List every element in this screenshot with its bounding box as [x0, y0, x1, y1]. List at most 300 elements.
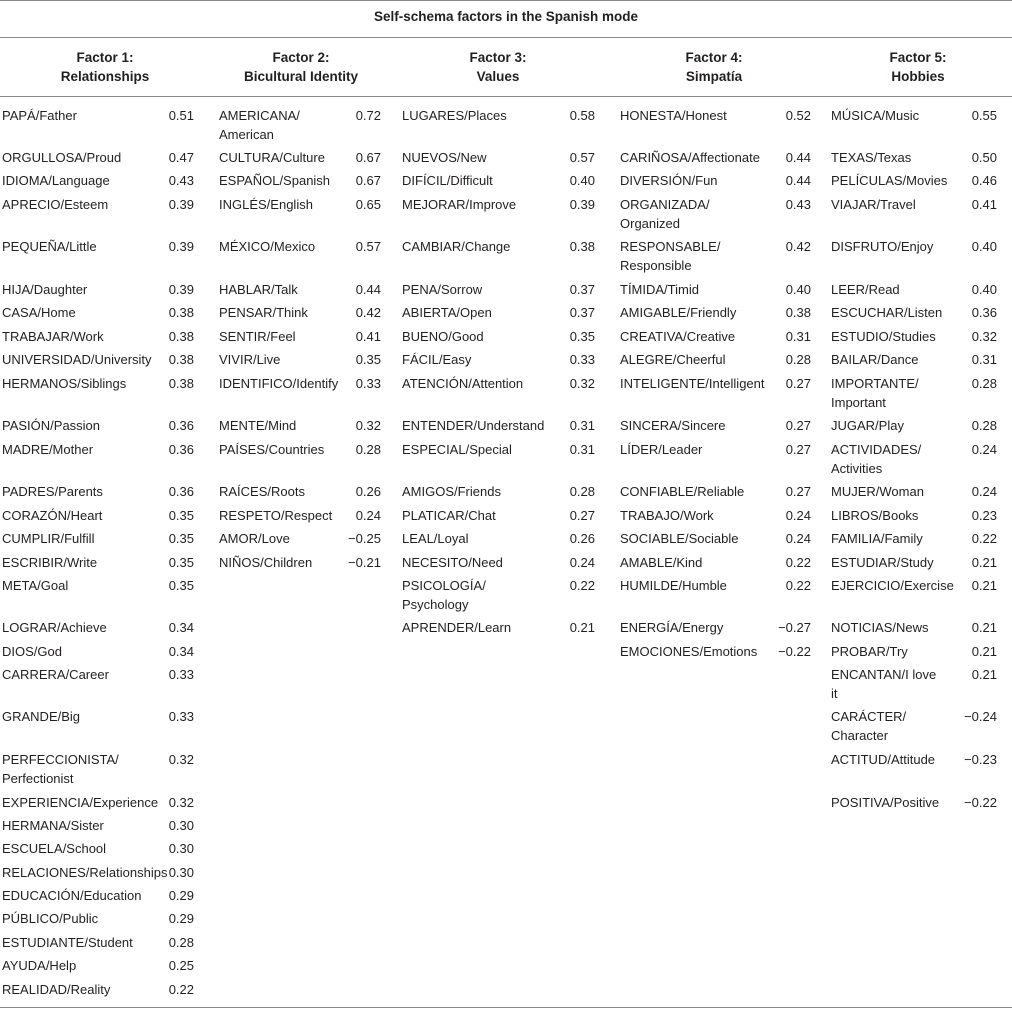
- factor-2-name: Bicultural Identity: [243, 69, 358, 84]
- factor-4-word: [620, 440, 702, 459]
- word-line: LOGRAR/Achieve: [2, 620, 107, 635]
- factor-5-word: [831, 237, 933, 256]
- factor-5-number: Factor 5:: [889, 50, 947, 65]
- factor-1-loading: 0.38: [168, 329, 194, 344]
- factor-2-word: [219, 553, 312, 572]
- word-line: TEXAS/Texas: [831, 150, 912, 165]
- factor-5-word: [831, 327, 936, 346]
- factor-1-word: [2, 171, 110, 190]
- factor-5-word: [831, 280, 900, 299]
- word-line: VIVIR/Live: [219, 352, 281, 367]
- factor-5-loading: 0.24: [971, 442, 997, 457]
- factor-2-word: [219, 350, 280, 369]
- word-line: TRABAJAR/Work: [2, 329, 104, 344]
- factor-1-loading: 0.30: [168, 818, 194, 833]
- factor-4-word: [620, 280, 699, 299]
- word-line: PASIÓN/Passion: [2, 418, 101, 433]
- factor-3-name: Values: [476, 69, 520, 84]
- factor-1-loading: 0.22: [168, 982, 194, 997]
- factor-5-loading: 0.24: [971, 484, 997, 499]
- word-line-continued: Character: [831, 728, 889, 743]
- factor-5-loading: 0.50: [971, 150, 997, 165]
- word-line: LIBROS/Books: [831, 508, 919, 523]
- word-line: HONESTA/Honest: [620, 108, 727, 123]
- word-line: DIVERSIÓN/Fun: [620, 173, 718, 188]
- factor-5-word: [831, 148, 911, 167]
- word-line: ORGULLOSA/Proud: [2, 150, 122, 165]
- factor-3-word: [402, 618, 511, 637]
- word-line: AMIGOS/Friends: [402, 484, 501, 499]
- factor-4-word: [620, 374, 765, 393]
- factor-1-word: [2, 750, 119, 788]
- factor-5-word: [831, 106, 919, 125]
- word-line: CORAZÓN/Heart: [2, 508, 103, 523]
- factor-5-word: [831, 793, 939, 812]
- factor-5-loading: 0.40: [971, 282, 997, 297]
- factor-1-loading: 0.36: [168, 418, 194, 433]
- factor-1-loading: 0.30: [168, 841, 194, 856]
- word-line: DIOS/God: [2, 644, 62, 659]
- word-line: SOCIABLE/Sociable: [620, 531, 739, 546]
- factor-5-word: [831, 303, 942, 322]
- factor-3-loading: 0.31: [569, 442, 595, 457]
- word-line: RAÍCES/Roots: [219, 484, 305, 499]
- factor-5-word: [831, 529, 923, 548]
- factor-1-word: [2, 148, 121, 167]
- factor-4-loading: 0.38: [785, 305, 811, 320]
- factor-2-loading: 0.67: [355, 150, 381, 165]
- factor-1-word: [2, 303, 76, 322]
- word-line: UNIVERSIDAD/University: [2, 352, 152, 367]
- factor-5-word: [831, 553, 934, 572]
- factor-3-word: [402, 506, 496, 525]
- factor-3-loading: 0.58: [569, 108, 595, 123]
- factor-3-loading: 0.39: [569, 197, 595, 212]
- word-line: SINCERA/Sincere: [620, 418, 726, 433]
- factor-2-loading: 0.72: [355, 108, 381, 123]
- factor-3-loading: 0.32: [569, 376, 595, 391]
- word-line: AYUDA/Help: [2, 958, 77, 973]
- factor-1-word: [2, 642, 62, 661]
- factor-3-loading: 0.21: [569, 620, 595, 635]
- factor-2-loading: 0.44: [355, 282, 381, 297]
- word-line: META/Goal: [2, 578, 69, 593]
- factor-4-loading: 0.27: [785, 376, 811, 391]
- factor-4-word: [620, 506, 714, 525]
- factor-1-name: Relationships: [60, 69, 150, 84]
- word-line: ESCRIBIR/Write: [2, 555, 98, 570]
- factor-5-word: [831, 576, 954, 595]
- word-line: DISFRUTO/Enjoy: [831, 239, 934, 254]
- factor-2-word: [219, 237, 315, 256]
- factor-5-word: [831, 750, 935, 769]
- factor-3-word: [402, 440, 512, 459]
- factor-4-word: [620, 195, 710, 233]
- factor-5-word: [831, 482, 924, 501]
- factor-3-loading: 0.28: [569, 484, 595, 499]
- factor-1-loading: 0.43: [168, 173, 194, 188]
- factor-5-loading: −0.23: [964, 752, 997, 767]
- factor-5-loading: −0.24: [964, 709, 997, 724]
- factor-1-loading: 0.33: [168, 667, 194, 682]
- factor-3-word: [402, 350, 471, 369]
- factor-4-loading: 0.40: [785, 282, 811, 297]
- word-line: MEJORAR/Improve: [402, 197, 517, 212]
- factor-4-loading: −0.27: [778, 620, 811, 635]
- factor-3-word: [402, 280, 482, 299]
- factor-4-loading: 0.27: [785, 484, 811, 499]
- word-line: APRENDER/Learn: [402, 620, 512, 635]
- factor-1-loading: 0.33: [168, 709, 194, 724]
- factor-3-number: Factor 3:: [469, 50, 527, 65]
- word-line: ESCUCHAR/Listen: [831, 305, 943, 320]
- factor-1-word: [2, 909, 98, 928]
- factor-4-loading: 0.28: [785, 352, 811, 367]
- factor-2-loading: 0.65: [355, 197, 381, 212]
- word-line: PLATICAR/Chat: [402, 508, 496, 523]
- factor-4-word: [620, 482, 744, 501]
- factor-4-loading: 0.52: [785, 108, 811, 123]
- factor-5-loading: 0.28: [971, 418, 997, 433]
- factor-5-word: [831, 440, 921, 478]
- factor-3-word: [402, 374, 523, 393]
- word-line: CARIÑOSA/Affectionate: [620, 150, 760, 165]
- word-line: CREATIVA/Creative: [620, 329, 736, 344]
- word-line: ATENCIÓN/Attention: [402, 376, 524, 391]
- factor-2-header: [210, 48, 392, 86]
- factor-5-word: [831, 707, 906, 745]
- factor-1-word: [2, 665, 109, 684]
- factor-2-word: [219, 171, 330, 190]
- factor-1-word: [2, 956, 76, 975]
- factor-5-loading: 0.46: [971, 173, 997, 188]
- factor-5-word: [831, 618, 929, 637]
- factor-5-loading: 0.36: [971, 305, 997, 320]
- factor-5-loading: 0.21: [971, 555, 997, 570]
- factor-5-loading: 0.21: [971, 667, 997, 682]
- word-line: ESTUDIO/Studies: [831, 329, 936, 344]
- word-line: HERMANOS/Siblings: [2, 376, 127, 391]
- factor-3-loading: 0.24: [569, 555, 595, 570]
- factor-1-word: [2, 980, 110, 999]
- factor-1-word: [2, 933, 133, 952]
- word-line: LEER/Read: [831, 282, 900, 297]
- factor-2-loading: 0.35: [355, 352, 381, 367]
- factor-3-word: [402, 106, 507, 125]
- factor-1-word: [2, 350, 152, 369]
- factor-4-word: [620, 618, 723, 637]
- factor-1-word: [2, 327, 104, 346]
- factor-3-loading: 0.26: [569, 531, 595, 546]
- factor-5-word: [831, 642, 908, 661]
- word-line: PENSAR/Think: [219, 305, 308, 320]
- factor-1-word: [2, 482, 103, 501]
- factor-4-word: [620, 237, 720, 275]
- word-line: RESPETO/Respect: [219, 508, 333, 523]
- factor-1-word: [2, 816, 104, 835]
- word-line: EJERCICIO/Exercise: [831, 578, 954, 593]
- factor-4-word: [620, 350, 726, 369]
- factor-1-loading: 0.29: [168, 911, 194, 926]
- factor-1-loading: 0.32: [168, 795, 194, 810]
- factor-1-loading: 0.36: [168, 484, 194, 499]
- factor-1-word: [2, 707, 80, 726]
- factor-4-word: [620, 303, 736, 322]
- factor-5-loading: 0.21: [971, 620, 997, 635]
- word-line: REALIDAD/Reality: [2, 982, 111, 997]
- factor-5-loading: −0.22: [964, 795, 997, 810]
- word-line: MÚSICA/Music: [831, 108, 920, 123]
- factor-3-loading: 0.37: [569, 282, 595, 297]
- word-line: CARRERA/Career: [2, 667, 109, 682]
- word-line: PERFECCIONISTA/: [2, 752, 119, 767]
- word-line: CUMPLIR/Fulfill: [2, 531, 95, 546]
- factor-5-loading: 0.31: [971, 352, 997, 367]
- factor-3-word: [402, 303, 492, 322]
- word-line: RELACIONES/Relationships: [2, 865, 168, 880]
- factor-1-loading: 0.32: [168, 752, 194, 767]
- word-line-continued: it: [831, 686, 838, 701]
- word-line: INGLÉS/English: [219, 197, 313, 212]
- factor-1-loading: 0.39: [168, 239, 194, 254]
- word-line: MUJER/Woman: [831, 484, 924, 499]
- table-caption: Self-schema factors in the Spanish mode: [373, 9, 639, 24]
- factor-1-loading: 0.34: [168, 620, 194, 635]
- word-line: HABLAR/Talk: [219, 282, 298, 297]
- factor-2-word: [219, 303, 308, 322]
- factor-1-header: [0, 48, 210, 86]
- factor-3-word: [402, 529, 469, 548]
- factor-3-loading: 0.57: [569, 150, 595, 165]
- factor-2-word: [219, 148, 325, 167]
- factor-5-word: [831, 506, 918, 525]
- word-line: PEQUEÑA/Little: [2, 239, 97, 254]
- factor-1-loading: 0.36: [168, 442, 194, 457]
- factor-2-word: [219, 195, 313, 214]
- word-line: DIFÍCIL/Difficult: [402, 173, 493, 188]
- factor-4-word: [620, 529, 739, 548]
- word-line: PROBAR/Try: [831, 644, 908, 659]
- factor-5-loading: 0.32: [971, 329, 997, 344]
- factor-4-loading: 0.31: [785, 329, 811, 344]
- word-line: ALEGRE/Cheerful: [620, 352, 726, 367]
- factor-3-word: [402, 482, 501, 501]
- word-line-continued: Activities: [831, 461, 883, 476]
- factor-1-word: [2, 553, 97, 572]
- factor-1-word: [2, 839, 106, 858]
- word-line-continued: Organized: [620, 216, 680, 231]
- word-line: PADRES/Parents: [2, 484, 103, 499]
- factor-1-loading: 0.30: [168, 865, 194, 880]
- factor-5-word: [831, 171, 947, 190]
- factor-3-loading: 0.37: [569, 305, 595, 320]
- header-rule: [0, 96, 1012, 97]
- factor-4-word: [620, 416, 725, 435]
- word-line: ESTUDIANTE/Student: [2, 935, 133, 950]
- factor-5-loading: 0.40: [971, 239, 997, 254]
- word-line: IMPORTANTE/: [831, 376, 919, 391]
- word-line: NECESITO/Need: [402, 555, 503, 570]
- word-line: HIJA/Daughter: [2, 282, 88, 297]
- word-line: LÍDER/Leader: [620, 442, 703, 457]
- word-line: TÍMIDA/Timid: [620, 282, 699, 297]
- factor-3-loading: 0.38: [569, 239, 595, 254]
- word-line: APRECIO/Esteem: [2, 197, 109, 212]
- factor-5-name: Hobbies: [891, 69, 945, 84]
- factor-5-word: [831, 374, 919, 412]
- factor-4-loading: 0.24: [785, 531, 811, 546]
- factor-3-loading: 0.33: [569, 352, 595, 367]
- word-line: JUGAR/Play: [831, 418, 904, 433]
- factor-3-loading: 0.31: [569, 418, 595, 433]
- factor-1-word: [2, 374, 126, 393]
- factor-1-number: Factor 1:: [76, 50, 134, 65]
- factor-2-loading: 0.26: [355, 484, 381, 499]
- word-line: CASA/Home: [2, 305, 76, 320]
- factor-4-word: [620, 553, 702, 572]
- factor-4-loading: 0.43: [785, 197, 811, 212]
- word-line: ESPECIAL/Special: [402, 442, 512, 457]
- word-line: TRABAJO/Work: [620, 508, 714, 523]
- factor-1-word: [2, 280, 87, 299]
- factor-1-loading: 0.35: [168, 555, 194, 570]
- word-line: IDIOMA/Language: [2, 173, 110, 188]
- factor-1-word: [2, 618, 107, 637]
- factor-4-word: [620, 642, 757, 661]
- word-line: EDUCACIÓN/Education: [2, 888, 142, 903]
- word-line: EXPERIENCIA/Experience: [2, 795, 159, 810]
- factor-5-loading: 0.41: [971, 197, 997, 212]
- caption-rule: [0, 37, 1012, 38]
- factor-1-loading: 0.29: [168, 888, 194, 903]
- factor-4-loading: 0.22: [785, 555, 811, 570]
- factor-1-loading: 0.35: [168, 531, 194, 546]
- factor-5-loading: 0.55: [971, 108, 997, 123]
- factor-5-word: [831, 665, 936, 703]
- factor-5-loading: 0.22: [971, 531, 997, 546]
- word-line: GRANDE/Big: [2, 709, 81, 724]
- factor-5-word: [831, 350, 918, 369]
- factor-2-word: [219, 506, 332, 525]
- factor-2-loading: −0.25: [348, 531, 381, 546]
- word-line: MÉXICO/Mexico: [219, 239, 316, 254]
- word-line: IDENTIFICO/Identify: [219, 376, 339, 391]
- table-top-rule: [0, 0, 1012, 1]
- word-line: MADRE/Mother: [2, 442, 94, 457]
- factor-3-loading: 0.40: [569, 173, 595, 188]
- word-line: LUGARES/Places: [402, 108, 507, 123]
- factor-2-loading: 0.32: [355, 418, 381, 433]
- word-line: NOTICIAS/News: [831, 620, 929, 635]
- word-line: NUEVOS/New: [402, 150, 487, 165]
- factor-5-header: [824, 48, 1012, 86]
- factor-2-word: [219, 482, 305, 501]
- factor-5-loading: 0.21: [971, 578, 997, 593]
- factor-2-word: [219, 440, 324, 459]
- factor-3-word: [402, 148, 487, 167]
- factor-3-header: [392, 48, 604, 86]
- word-line-continued: Perfectionist: [2, 771, 74, 786]
- word-line: PAÍSES/Countries: [219, 442, 325, 457]
- factor-4-word: [620, 576, 727, 595]
- factor-1-word: [2, 416, 100, 435]
- word-line-continued: Important: [831, 395, 886, 410]
- factor-1-word: [2, 529, 94, 548]
- word-line: HUMILDE/Humble: [620, 578, 727, 593]
- word-line: CULTURA/Culture: [219, 150, 325, 165]
- factor-2-loading: 0.24: [355, 508, 381, 523]
- factor-2-word: [219, 529, 290, 548]
- factor-3-word: [402, 171, 493, 190]
- factor-5-loading: 0.21: [971, 644, 997, 659]
- factor-3-word: [402, 237, 510, 256]
- word-line: MENTE/Mind: [219, 418, 297, 433]
- factor-4-name: Simpatía: [685, 69, 743, 84]
- table-bottom-rule: [0, 1007, 1012, 1008]
- factor-1-loading: 0.35: [168, 508, 194, 523]
- factor-1-loading: 0.39: [168, 282, 194, 297]
- factor-5-loading: 0.28: [971, 376, 997, 391]
- factor-3-word: [402, 576, 486, 614]
- factor-2-number: Factor 2:: [272, 50, 330, 65]
- word-line: EMOCIONES/Emotions: [620, 644, 758, 659]
- word-line: ENCANTAN/I love: [831, 667, 937, 682]
- word-line: BAILAR/Dance: [831, 352, 919, 367]
- factor-4-loading: 0.44: [785, 150, 811, 165]
- factor-1-word: [2, 506, 102, 525]
- factor-4-loading: 0.27: [785, 442, 811, 457]
- factor-1-loading: 0.28: [168, 935, 194, 950]
- factor-2-word: [219, 416, 296, 435]
- word-line: ABIERTA/Open: [402, 305, 492, 320]
- factor-3-word: [402, 416, 544, 435]
- word-line: PENA/Sorrow: [402, 282, 483, 297]
- word-line: ESPAÑOL/Spanish: [219, 173, 331, 188]
- word-line: ENERGÍA/Energy: [620, 620, 724, 635]
- factor-1-loading: 0.25: [168, 958, 194, 973]
- word-line: HERMANA/Sister: [2, 818, 104, 833]
- factor-3-loading: 0.35: [569, 329, 595, 344]
- word-line: AMABLE/Kind: [620, 555, 703, 570]
- word-line: AMERICANA/: [219, 108, 300, 123]
- factor-4-word: [620, 327, 735, 346]
- word-line: LEAL/Loyal: [402, 531, 469, 546]
- factor-1-loading: 0.38: [168, 352, 194, 367]
- word-line: NIÑOS/Children: [219, 555, 313, 570]
- factor-4-word: [620, 171, 718, 190]
- factor-4-loading: 0.27: [785, 418, 811, 433]
- word-line: ORGANIZADA/: [620, 197, 710, 212]
- factor-4-loading: −0.22: [778, 644, 811, 659]
- word-line-continued: Responsible: [620, 258, 692, 273]
- factor-1-loading: 0.35: [168, 578, 194, 593]
- word-line-continued: American: [219, 127, 274, 142]
- word-line: CARÁCTER/: [831, 709, 907, 724]
- word-line: ENTENDER/Understand: [402, 418, 545, 433]
- factor-3-loading: 0.22: [569, 578, 595, 593]
- factor-4-loading: 0.42: [785, 239, 811, 254]
- factor-5-word: [831, 416, 904, 435]
- word-line: PAPÁ/Father: [2, 108, 77, 123]
- factor-4-word: [620, 148, 760, 167]
- word-line: PSICOLOGÍA/: [402, 578, 486, 593]
- word-line: ESTUDIAR/Study: [831, 555, 934, 570]
- factor-3-word: [402, 553, 503, 572]
- factor-1-word: [2, 106, 77, 125]
- word-line: AMOR/Love: [219, 531, 290, 546]
- word-line: CAMBIAR/Change: [402, 239, 511, 254]
- factor-3-loading: 0.27: [569, 508, 595, 523]
